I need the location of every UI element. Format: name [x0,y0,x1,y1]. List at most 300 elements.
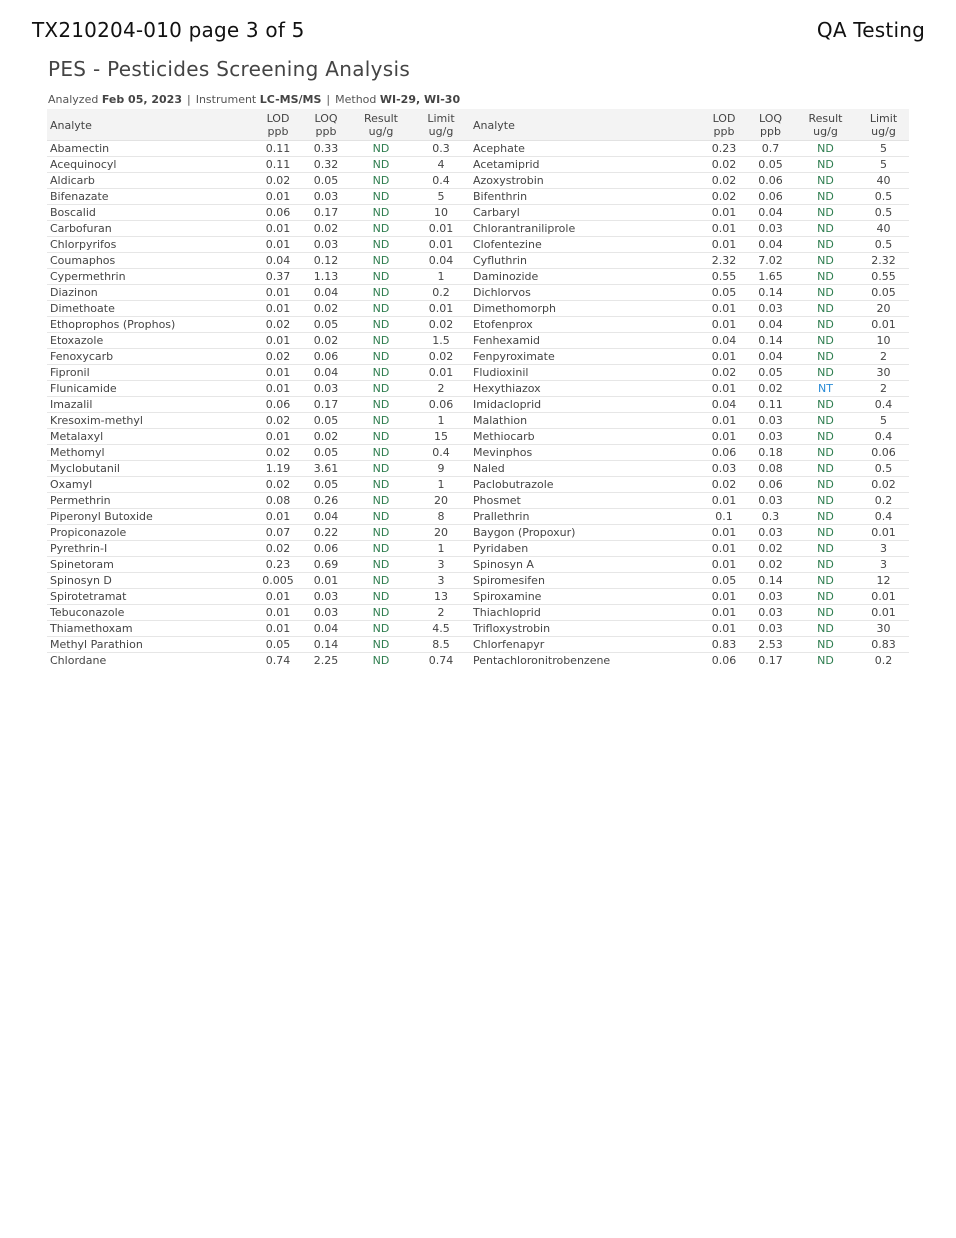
lod-value: 0.02 [254,349,302,365]
limit-value: 3 [412,557,470,573]
result-value: ND [793,445,858,461]
result-value: ND [793,589,858,605]
result-value: NT [793,381,858,397]
table-row [47,381,909,397]
limit-value: 5 [412,189,470,205]
result-unit: ug/g [813,125,838,138]
limit-value: 0.01 [858,525,909,541]
loq-value: 0.04 [748,317,793,333]
analyte-name: Boscalid [47,205,254,221]
analyte-name: Diazinon [47,285,254,301]
result-value: ND [793,365,858,381]
analyte-name: Carbaryl [470,205,700,221]
limit-value: 10 [412,205,470,221]
limit-value: 20 [412,525,470,541]
result-value: ND [350,205,412,221]
loq-value: 0.69 [302,557,350,573]
result-value: ND [793,253,858,269]
method-value: WI-29, WI-30 [379,93,461,106]
analyte-name: Dimethomorph [470,301,700,317]
loq-value: 0.04 [748,349,793,365]
loq-value: 0.02 [302,221,350,237]
lod-value: 0.02 [254,477,302,493]
table-row [47,301,909,317]
table-row [47,541,909,557]
loq-value: 0.04 [302,365,350,381]
result-value: ND [350,397,412,413]
analyte-name: Abamectin [47,141,254,157]
loq-value: 0.06 [748,189,793,205]
limit-value: 0.04 [412,253,470,269]
analyte-name: Daminozide [470,269,700,285]
loq-value: 0.7 [748,141,793,157]
lod-value: 0.01 [254,221,302,237]
table-row [47,461,909,477]
result-value: ND [350,589,412,605]
loq-value: 1.13 [302,269,350,285]
analyte-name: Thiachloprid [470,605,700,621]
analyte-name: Flunicamide [47,381,254,397]
result-value: ND [350,157,412,173]
loq-value: 1.65 [748,269,793,285]
result-value: ND [817,654,834,668]
lod-value: 0.01 [254,189,302,205]
result-value: ND [793,477,858,493]
lod-value: 0.01 [700,525,748,541]
result-value: ND [350,637,412,653]
loq-value: 0.08 [748,461,793,477]
lod-value: 0.01 [254,589,302,605]
result-value: ND [350,221,412,237]
lod-value: 0.02 [254,173,302,189]
loq-value: 0.02 [302,429,350,445]
lod-value: 0.01 [700,621,748,637]
limit-value: 2 [412,381,470,397]
lod-value: 0.06 [254,397,302,413]
limit-value: 0.02 [412,317,470,333]
loq-value: 0.06 [748,173,793,189]
loq-value: 0.02 [748,381,793,397]
result-value: ND [793,461,858,477]
limit-value: 0.01 [412,237,470,253]
lod-value: 0.06 [254,205,302,221]
analyte-name: Aldicarb [47,173,254,189]
limit-value: 3 [858,541,909,557]
limit-value: 4.5 [412,621,470,637]
loq-value: 0.05 [302,317,350,333]
loq-value: 0.12 [302,253,350,269]
loq-value: 0.05 [302,413,350,429]
loq-value: 0.3 [748,509,793,525]
analyte-name: Pentachloronitrobenzene [473,654,611,668]
lod-value: 0.01 [700,205,748,221]
result-value: ND [350,413,412,429]
limit-value: 0.2 [874,654,893,668]
lod-value: 0.04 [700,397,748,413]
limit-value: 30 [858,621,909,637]
table-row [47,269,909,285]
column-header-lod [254,109,302,141]
method-label: Method [335,93,377,106]
result-value: ND [793,301,858,317]
limit-value: 40 [858,221,909,237]
analyte-name: Spinosyn D [47,573,254,589]
result-value: ND [793,141,858,157]
analyte-name: Propiconazole [47,525,254,541]
lod-value: 0.01 [254,605,302,621]
table-row [47,477,909,493]
limit-value: 5 [858,141,909,157]
result-value: ND [793,573,858,589]
analyte-name: Coumaphos [47,253,254,269]
analyte-name: Trifloxystrobin [470,621,700,637]
lod-value: 0.01 [254,365,302,381]
analyte-name: Malathion [470,413,700,429]
limit-value: 0.4 [412,173,470,189]
lod-value: 0.06 [700,445,748,461]
loq-value: 0.03 [748,301,793,317]
lod-value: 0.02 [700,157,748,173]
result-value: ND [793,397,858,413]
result-value: ND [793,237,858,253]
lod-value: 0.02 [700,189,748,205]
result-value: ND [793,429,858,445]
lod-value: 0.03 [700,461,748,477]
table-row [47,221,909,237]
loq-value: 0.04 [748,237,793,253]
analyte-name: Piperonyl Butoxide [47,509,254,525]
analyte-name: Hexythiazox [470,381,700,397]
analyte-name: Permethrin [47,493,254,509]
analyte-name: Methyl Parathion [47,637,254,653]
lod-value: 0.01 [700,381,748,397]
lod-value: 0.83 [700,637,748,653]
limit-value: 0.06 [858,445,909,461]
lod-value: 0.04 [700,333,748,349]
lod-value: 0.01 [700,237,748,253]
limit-value: 9 [412,461,470,477]
result-value: ND [350,317,412,333]
limit-value: 40 [858,173,909,189]
lod-label: LOD [712,112,736,125]
loq-value: 0.06 [302,349,350,365]
loq-value: 0.14 [302,637,350,653]
limit-value: 0.5 [858,237,909,253]
analyte-name: Prallethrin [470,509,700,525]
lod-value: 0.01 [700,493,748,509]
analyte-name: Pyrethrin-I [47,541,254,557]
lod-value: 0.23 [700,141,748,157]
lod-value: 0.01 [700,541,748,557]
limit-value: 0.01 [858,317,909,333]
limit-value: 2.32 [858,253,909,269]
pesticides-results-table [47,109,909,668]
result-label: Result [364,112,398,125]
lod-value: 0.05 [700,573,748,589]
lod-value: 0.23 [254,557,302,573]
table-row [47,189,909,205]
result-value: ND [350,189,412,205]
limit-value: 0.5 [858,461,909,477]
analyte-name: Spirotetramat [47,589,254,605]
analyte-name: Spinosyn A [470,557,700,573]
limit-value: 0.02 [412,349,470,365]
result-value: ND [793,173,858,189]
lod-label: LOD [266,112,290,125]
lod-value: 0.01 [254,621,302,637]
analyte-name: Carbofuran [47,221,254,237]
result-value: ND [350,381,412,397]
analyte-name: Cypermethrin [47,269,254,285]
loq-value: 7.02 [748,253,793,269]
limit-value: 1.5 [412,333,470,349]
table-row [47,525,909,541]
analyte-name: Pyridaben [470,541,700,557]
limit-value: 0.05 [858,285,909,301]
lod-value: 0.1 [700,509,748,525]
loq-value: 0.14 [748,573,793,589]
lod-value: 0.37 [254,269,302,285]
analyte-name: Chlordane [50,654,107,668]
lod-value: 0.01 [700,301,748,317]
limit-value: 13 [412,589,470,605]
lod-value: 2.32 [700,253,748,269]
analyte-name: Fenpyroximate [470,349,700,365]
table-row [47,621,909,637]
loq-unit: ppb [315,125,337,138]
analyte-name: Bifenthrin [470,189,700,205]
analyte-name: Imidacloprid [470,397,700,413]
limit-value: 0.01 [412,365,470,381]
limit-value: 10 [858,333,909,349]
column-header-result [350,109,412,141]
loq-value: 0.03 [748,621,793,637]
limit-value: 3 [858,557,909,573]
loq-value: 0.03 [302,189,350,205]
result-value: ND [793,317,858,333]
lod-value: 0.05 [700,285,748,301]
result-value: ND [793,525,858,541]
analyzed-date: Feb 05, 2023 [101,93,182,106]
lod-value: 0.04 [254,253,302,269]
loq-value: 0.05 [748,365,793,381]
loq-value: 0.18 [748,445,793,461]
limit-unit: ug/g [428,125,454,138]
result-value: ND [350,445,412,461]
table-row [47,589,909,605]
analyte-name: Tebuconazole [47,605,254,621]
lod-value: 0.01 [254,285,302,301]
lod-value: 0.01 [700,429,748,445]
table-row [47,429,909,445]
table-row [47,349,909,365]
result-value: ND [350,141,412,157]
table-row [47,557,909,573]
lod-value: 0.01 [700,605,748,621]
analyte-name: Acephate [470,141,700,157]
analyte-name: Azoxystrobin [470,173,700,189]
limit-value: 0.74 [428,654,454,668]
lod-value: 0.01 [700,221,748,237]
loq-value: 0.17 [302,205,350,221]
limit-value: 15 [412,429,470,445]
instrument-label: Instrument [195,93,257,106]
loq-value: 0.32 [302,157,350,173]
loq-value: 0.03 [302,237,350,253]
result-value: ND [793,285,858,301]
result-value: ND [350,461,412,477]
result-value: ND [793,157,858,173]
loq-value: 2.25 [313,654,339,668]
analyte-name: Fipronil [47,365,254,381]
lod-value: 0.01 [254,301,302,317]
table-row [47,413,909,429]
result-value: ND [793,221,858,237]
analyte-name: Thiamethoxam [47,621,254,637]
loq-value: 0.03 [748,221,793,237]
loq-value: 0.05 [302,173,350,189]
analyte-name: Ethoprophos (Prophos) [47,317,254,333]
table-row [47,509,909,525]
loq-value: 0.05 [302,477,350,493]
lod-value: 0.11 [254,157,302,173]
table-row [47,205,909,221]
result-value: ND [350,621,412,637]
analyte-name: Bifenazate [47,189,254,205]
result-value: ND [350,365,412,381]
lod-value: 0.01 [700,317,748,333]
loq-value: 0.02 [748,541,793,557]
loq-value: 0.17 [758,654,783,668]
analyte-name: Mevinphos [470,445,700,461]
loq-value: 0.03 [302,381,350,397]
limit-value: 2 [858,381,909,397]
analyte-name: Chlorantraniliprole [470,221,700,237]
loq-value: 0.05 [302,445,350,461]
analyte-name: Myclobutanil [47,461,254,477]
limit-value: 0.2 [858,493,909,509]
result-value: ND [350,509,412,525]
result-value: ND [793,493,858,509]
limit-value: 0.01 [858,589,909,605]
table-row [47,333,909,349]
limit-value: 3 [412,573,470,589]
limit-value: 5 [858,157,909,173]
column-header-analyte: Analyte [470,109,700,141]
loq-value: 0.01 [302,573,350,589]
lod-value: 0.02 [700,477,748,493]
result-label: Result [808,112,843,125]
loq-value: 0.33 [302,141,350,157]
lod-value: 0.01 [700,413,748,429]
result-value: ND [350,237,412,253]
table-row [47,253,909,269]
loq-value: 0.02 [302,333,350,349]
analyte-name: Chlorfenapyr [470,637,700,653]
loq-value: 0.22 [302,525,350,541]
loq-label: LOQ [758,112,783,125]
column-header-loq [302,109,350,141]
lod-value: 0.01 [254,333,302,349]
limit-value: 0.2 [412,285,470,301]
analyte-name: Methomyl [47,445,254,461]
table-row [47,573,909,589]
limit-value: 0.5 [858,205,909,221]
limit-value: 8 [412,509,470,525]
lod-value: 0.005 [254,573,302,589]
result-value: ND [350,285,412,301]
column-header-limit [858,109,909,141]
result-value: ND [793,509,858,525]
result-value: ND [793,269,858,285]
limit-value: 0.5 [858,189,909,205]
limit-value: 4 [412,157,470,173]
result-value: ND [350,301,412,317]
table-row [47,285,909,301]
limit-value: 1 [412,269,470,285]
table-row [47,365,909,381]
loq-unit: ppb [760,125,781,138]
loq-value: 0.26 [302,493,350,509]
loq-value: 0.04 [302,621,350,637]
column-header-analyte: Analyte [47,109,254,141]
limit-value: 1 [412,413,470,429]
table-row [47,317,909,333]
result-value: ND [350,573,412,589]
result-value: ND [350,525,412,541]
table-row [47,237,909,253]
result-value: ND [793,637,858,653]
loq-value: 0.11 [748,397,793,413]
loq-value: 3.61 [302,461,350,477]
loq-value: 0.06 [302,541,350,557]
analyte-name: Fenoxycarb [47,349,254,365]
analyte-name: Oxamyl [47,477,254,493]
limit-value: 0.4 [412,445,470,461]
result-value: ND [793,621,858,637]
table-row [47,397,909,413]
lod-value: 0.74 [265,654,291,668]
table-row [47,141,909,157]
analyte-name: Kresoxim-methyl [47,413,254,429]
result-value: ND [350,253,412,269]
analyte-name: Spiroxamine [470,589,700,605]
table-row [47,157,909,173]
limit-value: 1 [412,541,470,557]
limit-value: 20 [412,493,470,509]
limit-value: 1 [412,477,470,493]
table-row [47,493,909,509]
column-header-loq [748,109,793,141]
page-header [32,18,925,42]
analyte-name: Spinetoram [47,557,254,573]
limit-value: 0.01 [412,221,470,237]
column-header-lod [700,109,748,141]
lod-unit: ppb [713,125,735,138]
lod-value: 0.02 [254,445,302,461]
loq-value: 0.04 [302,509,350,525]
analyte-name: Imazalil [47,397,254,413]
lod-value: 0.01 [700,349,748,365]
lod-value: 0.02 [700,365,748,381]
limit-value: 20 [858,301,909,317]
lod-value: 0.08 [254,493,302,509]
table-row [47,637,909,653]
instrument-value: LC-MS/MS [259,93,322,106]
result-value: ND [793,189,858,205]
limit-value: 0.4 [858,429,909,445]
loq-label: LOQ [314,112,338,125]
